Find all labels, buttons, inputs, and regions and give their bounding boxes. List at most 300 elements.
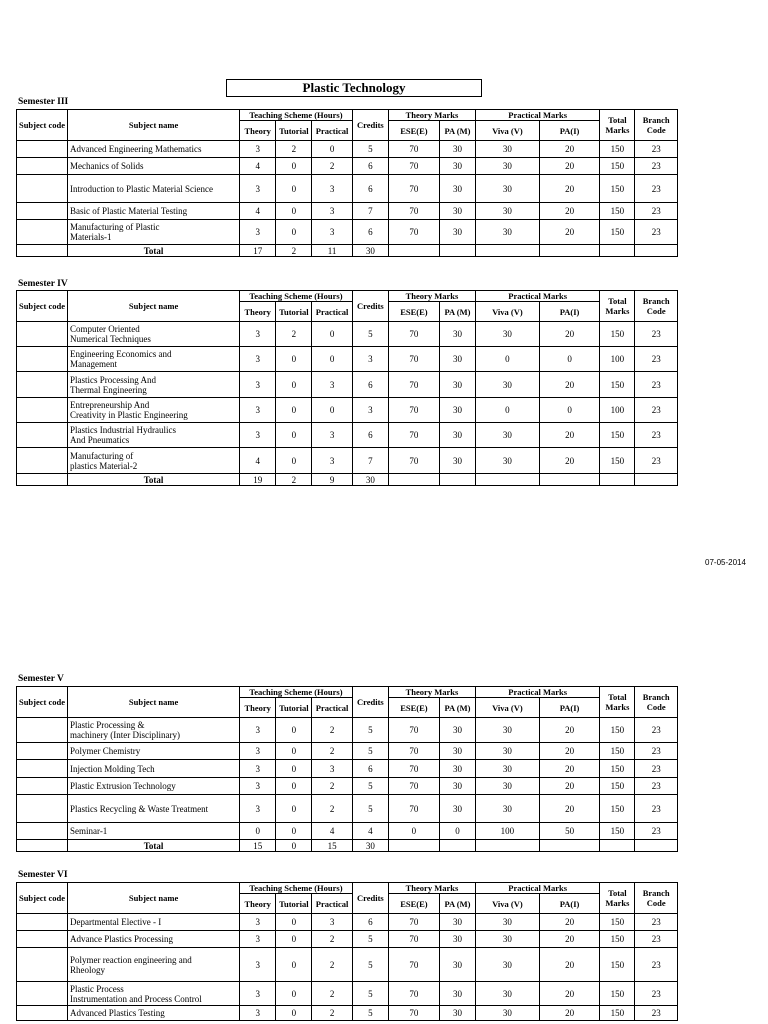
value-cell: 0 xyxy=(276,778,312,795)
document-date: 07-05-2014 xyxy=(705,558,746,567)
total-row xyxy=(17,840,678,852)
subject-code-cell xyxy=(17,931,68,948)
total-value-cell: 0 xyxy=(276,840,312,852)
value-cell: 3 xyxy=(240,220,276,245)
value-cell: 0 xyxy=(276,423,312,448)
value-cell: 30 xyxy=(439,448,475,474)
value-cell: 2 xyxy=(312,158,352,175)
empty-cell xyxy=(600,474,635,486)
document-title: Plastic Technology xyxy=(226,79,482,97)
total-row xyxy=(17,474,678,486)
subject-code-cell xyxy=(17,347,68,372)
header-pa-i: PA(I) xyxy=(539,698,600,718)
value-cell: 3 xyxy=(312,220,352,245)
header-practical-marks: Practical Marks xyxy=(476,883,600,894)
value-cell: 30 xyxy=(439,718,475,743)
empty-cell xyxy=(600,840,635,852)
value-cell: 30 xyxy=(476,448,540,474)
table-row xyxy=(17,203,678,220)
value-cell: 30 xyxy=(439,914,475,931)
value-cell: 30 xyxy=(476,203,540,220)
header-branch-code: Branch Code xyxy=(635,687,678,718)
value-cell: 23 xyxy=(635,203,678,220)
header-total-marks: Total Marks xyxy=(600,291,635,322)
subject-code-cell xyxy=(17,448,68,474)
empty-cell xyxy=(439,474,475,486)
semester-label: Semester III xyxy=(18,97,69,107)
value-cell: 3 xyxy=(240,141,276,158)
total-value-cell: 2 xyxy=(276,474,312,486)
semester-label: Semester V xyxy=(18,674,64,684)
value-cell: 2 xyxy=(276,322,312,347)
value-cell: 6 xyxy=(352,372,388,398)
value-cell: 3 xyxy=(312,914,352,931)
value-cell: 0 xyxy=(276,203,312,220)
subject-code-cell xyxy=(17,948,68,982)
value-cell: 70 xyxy=(388,778,439,795)
header-ese: ESE(E) xyxy=(388,302,439,322)
value-cell: 6 xyxy=(352,760,388,778)
value-cell: 150 xyxy=(600,175,635,203)
value-cell: 70 xyxy=(388,423,439,448)
total-value-cell: 30 xyxy=(352,474,388,486)
header-total-marks: Total Marks xyxy=(600,687,635,718)
value-cell: 30 xyxy=(439,778,475,795)
subject-name-cell: Plastic Process Instrumentation and Process Control xyxy=(68,982,240,1006)
value-cell: 100 xyxy=(476,823,540,840)
value-cell: 20 xyxy=(539,743,600,760)
header-teaching-scheme: Teaching Scheme (Hours) xyxy=(240,687,353,698)
value-cell: 20 xyxy=(539,948,600,982)
value-cell: 23 xyxy=(635,1006,678,1021)
value-cell: 23 xyxy=(635,448,678,474)
header-practical-marks: Practical Marks xyxy=(476,110,600,121)
value-cell: 70 xyxy=(388,372,439,398)
value-cell: 20 xyxy=(539,372,600,398)
value-cell: 6 xyxy=(352,220,388,245)
value-cell: 0 xyxy=(276,718,312,743)
header-theory-marks: Theory Marks xyxy=(388,883,475,894)
value-cell: 23 xyxy=(635,220,678,245)
value-cell: 5 xyxy=(352,718,388,743)
value-cell: 30 xyxy=(476,931,540,948)
value-cell: 70 xyxy=(388,448,439,474)
header-pa-m: PA (M) xyxy=(439,698,475,718)
value-cell: 100 xyxy=(600,347,635,372)
table-row xyxy=(17,322,678,347)
value-cell: 30 xyxy=(476,760,540,778)
value-cell: 4 xyxy=(240,203,276,220)
value-cell: 20 xyxy=(539,914,600,931)
table-row xyxy=(17,795,678,823)
value-cell: 23 xyxy=(635,372,678,398)
value-cell: 3 xyxy=(240,398,276,423)
value-cell: 30 xyxy=(439,982,475,1006)
subject-name-cell: Injection Molding Tech xyxy=(68,760,240,778)
semester-label: Semester IV xyxy=(18,279,68,289)
table-row xyxy=(17,778,678,795)
empty-cell xyxy=(539,840,600,852)
subject-name-cell: Basic of Plastic Material Testing xyxy=(68,203,240,220)
value-cell: 30 xyxy=(439,795,475,823)
subject-name-cell: Introduction to Plastic Material Science xyxy=(68,175,240,203)
total-label: Total xyxy=(68,474,240,486)
subject-code-cell xyxy=(17,175,68,203)
empty-cell xyxy=(476,245,540,257)
header-subject-code: Subject code xyxy=(17,687,68,718)
value-cell: 30 xyxy=(476,158,540,175)
table-row xyxy=(17,448,678,474)
header-credits: Credits xyxy=(352,110,388,141)
value-cell: 23 xyxy=(635,743,678,760)
subject-name-cell: Entrepreneurship And Creativity in Plastic Engineering xyxy=(68,398,240,423)
table-row xyxy=(17,220,678,245)
value-cell: 23 xyxy=(635,948,678,982)
header-tutorial: Tutorial xyxy=(276,121,312,141)
value-cell: 23 xyxy=(635,760,678,778)
semester-table xyxy=(16,882,678,1021)
header-theory-marks: Theory Marks xyxy=(388,110,475,121)
subject-code-cell xyxy=(17,220,68,245)
value-cell: 0 xyxy=(276,372,312,398)
value-cell: 3 xyxy=(240,914,276,931)
header-viva: Viva (V) xyxy=(476,302,540,322)
value-cell: 30 xyxy=(439,322,475,347)
value-cell: 20 xyxy=(539,795,600,823)
value-cell: 0 xyxy=(276,398,312,423)
value-cell: 3 xyxy=(312,372,352,398)
semester-label: Semester VI xyxy=(18,870,68,880)
value-cell: 0 xyxy=(476,347,540,372)
value-cell: 3 xyxy=(240,982,276,1006)
value-cell: 3 xyxy=(240,347,276,372)
value-cell: 0 xyxy=(276,448,312,474)
empty-cell xyxy=(439,245,475,257)
header-subject-name: Subject name xyxy=(68,110,240,141)
value-cell: 2 xyxy=(312,743,352,760)
value-cell: 150 xyxy=(600,372,635,398)
value-cell: 5 xyxy=(352,982,388,1006)
value-cell: 0 xyxy=(312,322,352,347)
value-cell: 0 xyxy=(312,398,352,423)
value-cell: 20 xyxy=(539,220,600,245)
value-cell: 3 xyxy=(240,778,276,795)
value-cell: 0 xyxy=(276,175,312,203)
subject-name-cell: Advance Plastics Processing xyxy=(68,931,240,948)
header-subject-code: Subject code xyxy=(17,291,68,322)
value-cell: 30 xyxy=(476,423,540,448)
header-branch-code: Branch Code xyxy=(635,291,678,322)
value-cell: 0 xyxy=(276,347,312,372)
subject-name-cell: Polymer Chemistry xyxy=(68,743,240,760)
value-cell: 150 xyxy=(600,203,635,220)
value-cell: 0 xyxy=(240,823,276,840)
value-cell: 0 xyxy=(276,795,312,823)
total-label: Total xyxy=(68,245,240,257)
value-cell: 3 xyxy=(240,1006,276,1021)
subject-name-cell: Manufacturing of Plastic Materials-1 xyxy=(68,220,240,245)
value-cell: 30 xyxy=(439,931,475,948)
total-value-cell: 15 xyxy=(240,840,276,852)
value-cell: 150 xyxy=(600,322,635,347)
value-cell: 30 xyxy=(476,795,540,823)
value-cell: 5 xyxy=(352,743,388,760)
value-cell: 70 xyxy=(388,718,439,743)
value-cell: 20 xyxy=(539,982,600,1006)
subject-name-cell: Plastics Industrial Hydraulics And Pneumatics xyxy=(68,423,240,448)
value-cell: 30 xyxy=(439,220,475,245)
value-cell: 30 xyxy=(439,158,475,175)
subject-code-cell xyxy=(17,372,68,398)
value-cell: 150 xyxy=(600,220,635,245)
value-cell: 30 xyxy=(439,175,475,203)
value-cell: 0 xyxy=(276,760,312,778)
value-cell: 3 xyxy=(352,398,388,423)
header-pa-m: PA (M) xyxy=(439,302,475,322)
header-pa-i: PA(I) xyxy=(539,121,600,141)
value-cell: 70 xyxy=(388,760,439,778)
header-total-marks: Total Marks xyxy=(600,110,635,141)
value-cell: 20 xyxy=(539,141,600,158)
empty-cell xyxy=(439,840,475,852)
value-cell: 2 xyxy=(312,795,352,823)
value-cell: 0 xyxy=(312,141,352,158)
header-theory-marks: Theory Marks xyxy=(388,291,475,302)
value-cell: 30 xyxy=(476,372,540,398)
table-row xyxy=(17,141,678,158)
value-cell: 20 xyxy=(539,175,600,203)
table-row xyxy=(17,982,678,1006)
semester-table xyxy=(16,109,678,257)
value-cell: 150 xyxy=(600,760,635,778)
subject-code-cell xyxy=(17,718,68,743)
subject-name-cell: Departmental Elective - I xyxy=(68,914,240,931)
value-cell: 70 xyxy=(388,914,439,931)
header-total-marks: Total Marks xyxy=(600,883,635,914)
value-cell: 30 xyxy=(476,1006,540,1021)
value-cell: 150 xyxy=(600,931,635,948)
value-cell: 20 xyxy=(539,423,600,448)
value-cell: 23 xyxy=(635,931,678,948)
value-cell: 7 xyxy=(352,448,388,474)
value-cell: 0 xyxy=(276,914,312,931)
header-subject-code: Subject code xyxy=(17,110,68,141)
value-cell: 70 xyxy=(388,141,439,158)
table-row xyxy=(17,372,678,398)
value-cell: 30 xyxy=(476,220,540,245)
value-cell: 23 xyxy=(635,795,678,823)
header-practical: Practical xyxy=(312,894,352,914)
value-cell: 3 xyxy=(312,203,352,220)
total-value-cell: 15 xyxy=(312,840,352,852)
value-cell: 3 xyxy=(352,347,388,372)
header-teaching-scheme: Teaching Scheme (Hours) xyxy=(240,291,353,302)
subject-code-cell xyxy=(17,795,68,823)
header-tutorial: Tutorial xyxy=(276,302,312,322)
value-cell: 5 xyxy=(352,141,388,158)
value-cell: 4 xyxy=(312,823,352,840)
value-cell: 70 xyxy=(388,948,439,982)
value-cell: 3 xyxy=(312,760,352,778)
header-teaching-scheme: Teaching Scheme (Hours) xyxy=(240,883,353,894)
value-cell: 70 xyxy=(388,1006,439,1021)
table-row xyxy=(17,823,678,840)
subject-code-cell xyxy=(17,158,68,175)
value-cell: 150 xyxy=(600,914,635,931)
subject-code-cell xyxy=(17,203,68,220)
subject-name-cell: Plastics Processing And Thermal Engineering xyxy=(68,372,240,398)
value-cell: 150 xyxy=(600,141,635,158)
value-cell: 20 xyxy=(539,760,600,778)
value-cell: 3 xyxy=(240,423,276,448)
value-cell: 20 xyxy=(539,1006,600,1021)
subject-name-cell: Advanced Engineering Mathematics xyxy=(68,141,240,158)
value-cell: 0 xyxy=(476,398,540,423)
value-cell: 30 xyxy=(476,743,540,760)
value-cell: 30 xyxy=(439,347,475,372)
subject-code-cell xyxy=(17,778,68,795)
total-value-cell: 11 xyxy=(312,245,352,257)
subject-code-cell xyxy=(17,245,68,257)
header-pa-i: PA(I) xyxy=(539,302,600,322)
value-cell: 2 xyxy=(312,948,352,982)
subject-code-cell xyxy=(17,474,68,486)
value-cell: 70 xyxy=(388,398,439,423)
value-cell: 23 xyxy=(635,423,678,448)
header-ese: ESE(E) xyxy=(388,121,439,141)
header-branch-code: Branch Code xyxy=(635,883,678,914)
subject-code-cell xyxy=(17,982,68,1006)
total-value-cell: 30 xyxy=(352,245,388,257)
value-cell: 70 xyxy=(388,203,439,220)
total-value-cell: 2 xyxy=(276,245,312,257)
empty-cell xyxy=(635,245,678,257)
value-cell: 23 xyxy=(635,823,678,840)
table-row xyxy=(17,948,678,982)
empty-cell xyxy=(635,474,678,486)
header-credits: Credits xyxy=(352,687,388,718)
header-practical: Practical xyxy=(312,302,352,322)
subject-name-cell: Plastic Processing & machinery (Inter Disciplinary) xyxy=(68,718,240,743)
value-cell: 30 xyxy=(439,372,475,398)
value-cell: 3 xyxy=(240,322,276,347)
value-cell: 30 xyxy=(476,718,540,743)
header-theory: Theory xyxy=(240,121,276,141)
header-practical-marks: Practical Marks xyxy=(476,687,600,698)
value-cell: 0 xyxy=(539,398,600,423)
value-cell: 150 xyxy=(600,823,635,840)
table-row xyxy=(17,743,678,760)
empty-cell xyxy=(388,840,439,852)
table-row xyxy=(17,931,678,948)
subject-code-cell xyxy=(17,914,68,931)
header-subject-name: Subject name xyxy=(68,883,240,914)
header-subject-name: Subject name xyxy=(68,291,240,322)
empty-cell xyxy=(388,474,439,486)
value-cell: 3 xyxy=(240,743,276,760)
value-cell: 70 xyxy=(388,175,439,203)
value-cell: 20 xyxy=(539,718,600,743)
value-cell: 150 xyxy=(600,778,635,795)
value-cell: 5 xyxy=(352,795,388,823)
value-cell: 150 xyxy=(600,948,635,982)
subject-name-cell: Polymer reaction engineering and Rheology xyxy=(68,948,240,982)
value-cell: 2 xyxy=(312,931,352,948)
value-cell: 6 xyxy=(352,175,388,203)
value-cell: 30 xyxy=(476,141,540,158)
value-cell: 3 xyxy=(240,175,276,203)
value-cell: 4 xyxy=(240,448,276,474)
value-cell: 3 xyxy=(240,948,276,982)
subject-name-cell: Manufacturing of plastics Material-2 xyxy=(68,448,240,474)
value-cell: 30 xyxy=(439,141,475,158)
header-theory: Theory xyxy=(240,698,276,718)
value-cell: 20 xyxy=(539,158,600,175)
value-cell: 150 xyxy=(600,158,635,175)
value-cell: 23 xyxy=(635,175,678,203)
value-cell: 30 xyxy=(439,398,475,423)
value-cell: 4 xyxy=(240,158,276,175)
total-value-cell: 30 xyxy=(352,840,388,852)
value-cell: 30 xyxy=(476,914,540,931)
value-cell: 23 xyxy=(635,914,678,931)
value-cell: 0 xyxy=(276,743,312,760)
subject-name-cell: Computer Oriented Numerical Techniques xyxy=(68,322,240,347)
table-row xyxy=(17,347,678,372)
value-cell: 2 xyxy=(276,141,312,158)
value-cell: 0 xyxy=(276,931,312,948)
value-cell: 3 xyxy=(312,175,352,203)
value-cell: 20 xyxy=(539,931,600,948)
empty-cell xyxy=(539,245,600,257)
header-pa-m: PA (M) xyxy=(439,894,475,914)
value-cell: 6 xyxy=(352,158,388,175)
value-cell: 0 xyxy=(539,347,600,372)
subject-code-cell xyxy=(17,322,68,347)
total-value-cell: 19 xyxy=(240,474,276,486)
header-theory: Theory xyxy=(240,894,276,914)
subject-code-cell xyxy=(17,823,68,840)
value-cell: 30 xyxy=(439,1006,475,1021)
value-cell: 0 xyxy=(276,158,312,175)
table-row xyxy=(17,175,678,203)
subject-code-cell xyxy=(17,423,68,448)
value-cell: 23 xyxy=(635,141,678,158)
value-cell: 3 xyxy=(312,448,352,474)
total-value-cell: 17 xyxy=(240,245,276,257)
value-cell: 5 xyxy=(352,1006,388,1021)
value-cell: 30 xyxy=(476,948,540,982)
value-cell: 0 xyxy=(276,1006,312,1021)
value-cell: 30 xyxy=(439,948,475,982)
header-ese: ESE(E) xyxy=(388,894,439,914)
header-practical-marks: Practical Marks xyxy=(476,291,600,302)
value-cell: 30 xyxy=(476,778,540,795)
table-row xyxy=(17,1006,678,1021)
value-cell: 23 xyxy=(635,982,678,1006)
value-cell: 20 xyxy=(539,448,600,474)
value-cell: 70 xyxy=(388,982,439,1006)
value-cell: 0 xyxy=(276,823,312,840)
empty-cell xyxy=(476,474,540,486)
semester-table xyxy=(16,290,678,486)
value-cell: 70 xyxy=(388,795,439,823)
value-cell: 5 xyxy=(352,322,388,347)
value-cell: 2 xyxy=(312,718,352,743)
subject-code-cell xyxy=(17,141,68,158)
value-cell: 3 xyxy=(240,931,276,948)
value-cell: 30 xyxy=(476,175,540,203)
